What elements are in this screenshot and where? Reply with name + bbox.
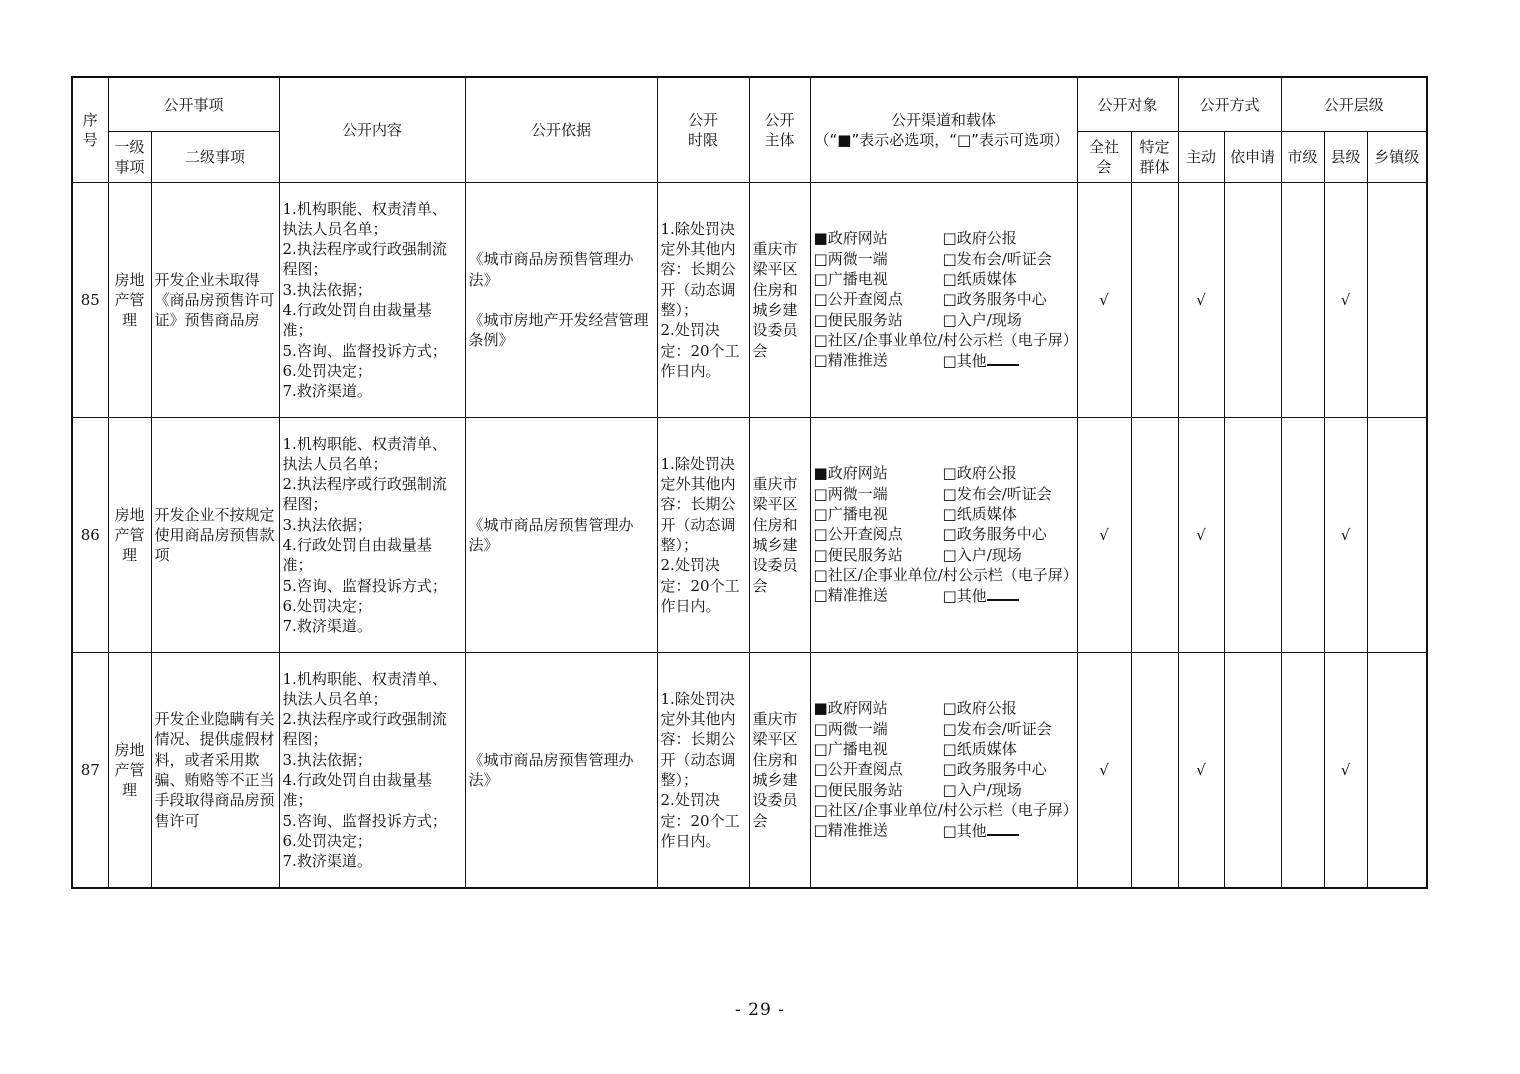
row-target-specific xyxy=(1131,183,1178,418)
row-level1: 房地产管理 xyxy=(108,653,151,889)
channel-gov-gazette: □政府公报 xyxy=(942,699,1017,718)
header-method: 公开方式 xyxy=(1178,77,1281,132)
row-level-county: √ xyxy=(1324,418,1367,653)
table-row xyxy=(72,183,1427,418)
channel-paper-media: □纸质媒体 xyxy=(942,505,1017,524)
table-row xyxy=(72,418,1427,653)
row-target-specific xyxy=(1131,653,1178,889)
header-target-specific: 特定群体 xyxy=(1131,132,1178,183)
header-channel xyxy=(810,77,1077,183)
channel-gov-gazette: □政府公报 xyxy=(942,229,1017,248)
channel-service-center: □政务服务中心 xyxy=(942,525,1047,544)
row-basis: 《城市商品房预售管理办法》 xyxy=(465,653,657,889)
row-level-town xyxy=(1367,183,1427,418)
row-channels xyxy=(810,418,1077,653)
row-level-city xyxy=(1281,418,1324,653)
row-target-all: √ xyxy=(1077,418,1131,653)
header-seq: 序号 xyxy=(72,77,108,183)
row-level1: 房地产管理 xyxy=(108,418,151,653)
channel-door-to-door: □入户/现场 xyxy=(942,780,1022,799)
blank-line xyxy=(987,820,1019,836)
row-content: 1.机构职能、权责清单、执法人员名单； 2.执法程序或行政强制流程图； 3.执法依据； 4.行政处罚自由裁量基准； 5.咨询、监督投诉方式； 6.处罚决定； 7.救济渠道。 xyxy=(279,418,465,653)
row-level-county: √ xyxy=(1324,183,1367,418)
channel-precise-push: □精准推送 xyxy=(813,821,888,840)
row-seq: 85 xyxy=(72,183,108,418)
disclosure-table xyxy=(71,76,1428,889)
row-time-limit: 1.除处罚决定外其他内容：长期公开（动态调整）； 2.处罚决定：20个工作日内。 xyxy=(657,418,749,653)
channel-gov-website: ■政府网站 xyxy=(813,229,888,248)
row-level-city xyxy=(1281,183,1324,418)
row-content: 1.机构职能、权责清单、执法人员名单； 2.执法程序或行政强制流程图； 3.执法依据； 4.行政处罚自由裁量基准； 5.咨询、监督投诉方式； 6.处罚决定； 7.救济渠道。 xyxy=(279,653,465,889)
channel-door-to-door: □入户/现场 xyxy=(942,545,1022,564)
page-number: - 29 - xyxy=(735,1000,785,1020)
channel-gov-website: ■政府网站 xyxy=(813,464,888,483)
channel-bulletin: □社区/企事业单位/村公示栏（电子屏） xyxy=(813,800,1078,819)
row-level-town xyxy=(1367,653,1427,889)
row-method-request xyxy=(1224,183,1281,418)
row-target-specific xyxy=(1131,418,1178,653)
channel-service-center: □政务服务中心 xyxy=(942,290,1047,309)
channel-press-hearing: □发布会/听证会 xyxy=(942,249,1052,268)
channel-convenience-station: □便民服务站 xyxy=(813,780,903,799)
channel-other: □其他 xyxy=(942,352,987,371)
row-subject: 重庆市梁平区住房和城乡建设委员会 xyxy=(749,418,810,653)
channel-convenience-station: □便民服务站 xyxy=(813,545,903,564)
header-item: 公开事项 xyxy=(108,77,279,132)
channel-gov-gazette: □政府公报 xyxy=(942,464,1017,483)
channel-public-reading: □公开查阅点 xyxy=(813,760,903,779)
header-level: 公开层级 xyxy=(1281,77,1427,132)
row-time-limit: 1.除处罚决定外其他内容：长期公开（动态调整）； 2.处罚决定：20个工作日内。 xyxy=(657,653,749,889)
channel-service-center: □政务服务中心 xyxy=(942,760,1047,779)
channel-precise-push: □精准推送 xyxy=(813,586,888,605)
header-level-county: 县级 xyxy=(1324,132,1367,183)
channel-other: □其他 xyxy=(942,822,987,841)
row-basis: 《城市商品房预售管理办法》 《城市房地产开发经营管理条例》 xyxy=(465,183,657,418)
row-level-city xyxy=(1281,653,1324,889)
header-level2: 二级事项 xyxy=(151,132,279,183)
row-level2: 开发企业不按规定使用商品房预售款项 xyxy=(151,418,279,653)
header-row-1 xyxy=(72,77,1427,132)
row-level2: 开发企业未取得《商品房预售许可证》预售商品房 xyxy=(151,183,279,418)
channel-gov-website: ■政府网站 xyxy=(813,699,888,718)
row-target-all: √ xyxy=(1077,183,1131,418)
channel-two-micro: □两微一端 xyxy=(813,719,888,738)
channel-paper-media: □纸质媒体 xyxy=(942,740,1017,759)
header-method-request: 依申请 xyxy=(1224,132,1281,183)
row-target-all: √ xyxy=(1077,653,1131,889)
row-subject: 重庆市梁平区住房和城乡建设委员会 xyxy=(749,653,810,889)
header-channel-note: （“■”表示必选项，“□”表示可选项） xyxy=(814,131,1069,149)
channel-convenience-station: □便民服务站 xyxy=(813,310,903,329)
header-level-town: 乡镇级 xyxy=(1367,132,1427,183)
channel-two-micro: □两微一端 xyxy=(813,484,888,503)
channel-press-hearing: □发布会/听证会 xyxy=(942,484,1052,503)
header-target: 公开对象 xyxy=(1077,77,1178,132)
row-method-active: √ xyxy=(1178,183,1224,418)
row-method-active: √ xyxy=(1178,653,1224,889)
row-channels xyxy=(810,653,1077,889)
row-level-county: √ xyxy=(1324,653,1367,889)
table-row xyxy=(72,653,1427,889)
channel-press-hearing: □发布会/听证会 xyxy=(942,719,1052,738)
row-level-town xyxy=(1367,418,1427,653)
channel-door-to-door: □入户/现场 xyxy=(942,310,1022,329)
channel-radio-tv: □广播电视 xyxy=(813,505,888,524)
row-seq: 87 xyxy=(72,653,108,889)
row-level1: 房地产管理 xyxy=(108,183,151,418)
row-method-request xyxy=(1224,653,1281,889)
row-content: 1.机构职能、权责清单、执法人员名单； 2.执法程序或行政强制流程图； 3.执法依据； 4.行政处罚自由裁量基准； 5.咨询、监督投诉方式； 6.处罚决定； 7.救济渠道。 xyxy=(279,183,465,418)
channel-paper-media: □纸质媒体 xyxy=(942,270,1017,289)
header-target-all: 全社会 xyxy=(1077,132,1131,183)
channel-public-reading: □公开查阅点 xyxy=(813,290,903,309)
blank-line xyxy=(987,350,1019,366)
row-time-limit: 1.除处罚决定外其他内容：长期公开（动态调整）； 2.处罚决定：20个工作日内。 xyxy=(657,183,749,418)
channel-other: □其他 xyxy=(942,587,987,606)
blank-line xyxy=(987,585,1019,601)
header-channel-title: 公开渠道和载体 xyxy=(891,111,997,129)
header-content: 公开内容 xyxy=(279,77,465,183)
row-seq: 86 xyxy=(72,418,108,653)
row-channels xyxy=(810,183,1077,418)
channel-bulletin: □社区/企事业单位/村公示栏（电子屏） xyxy=(813,565,1078,584)
row-subject: 重庆市梁平区住房和城乡建设委员会 xyxy=(749,183,810,418)
row-method-request xyxy=(1224,418,1281,653)
channel-two-micro: □两微一端 xyxy=(813,249,888,268)
channel-radio-tv: □广播电视 xyxy=(813,740,888,759)
channel-radio-tv: □广播电视 xyxy=(813,270,888,289)
channel-public-reading: □公开查阅点 xyxy=(813,525,903,544)
header-basis: 公开依据 xyxy=(465,77,657,183)
header-level1: 一级事项 xyxy=(108,132,151,183)
channel-precise-push: □精准推送 xyxy=(813,351,888,370)
row-method-active: √ xyxy=(1178,418,1224,653)
row-basis: 《城市商品房预售管理办法》 xyxy=(465,418,657,653)
header-method-active: 主动 xyxy=(1178,132,1224,183)
header-subject: 公开主体 xyxy=(749,77,810,183)
header-time-limit: 公开时限 xyxy=(657,77,749,183)
row-level2: 开发企业隐瞒有关情况、提供虚假材料，或者采用欺骗、贿赂等不正当手段取得商品房预售许可 xyxy=(151,653,279,889)
channel-bulletin: □社区/企事业单位/村公示栏（电子屏） xyxy=(813,330,1078,349)
header-level-city: 市级 xyxy=(1281,132,1324,183)
